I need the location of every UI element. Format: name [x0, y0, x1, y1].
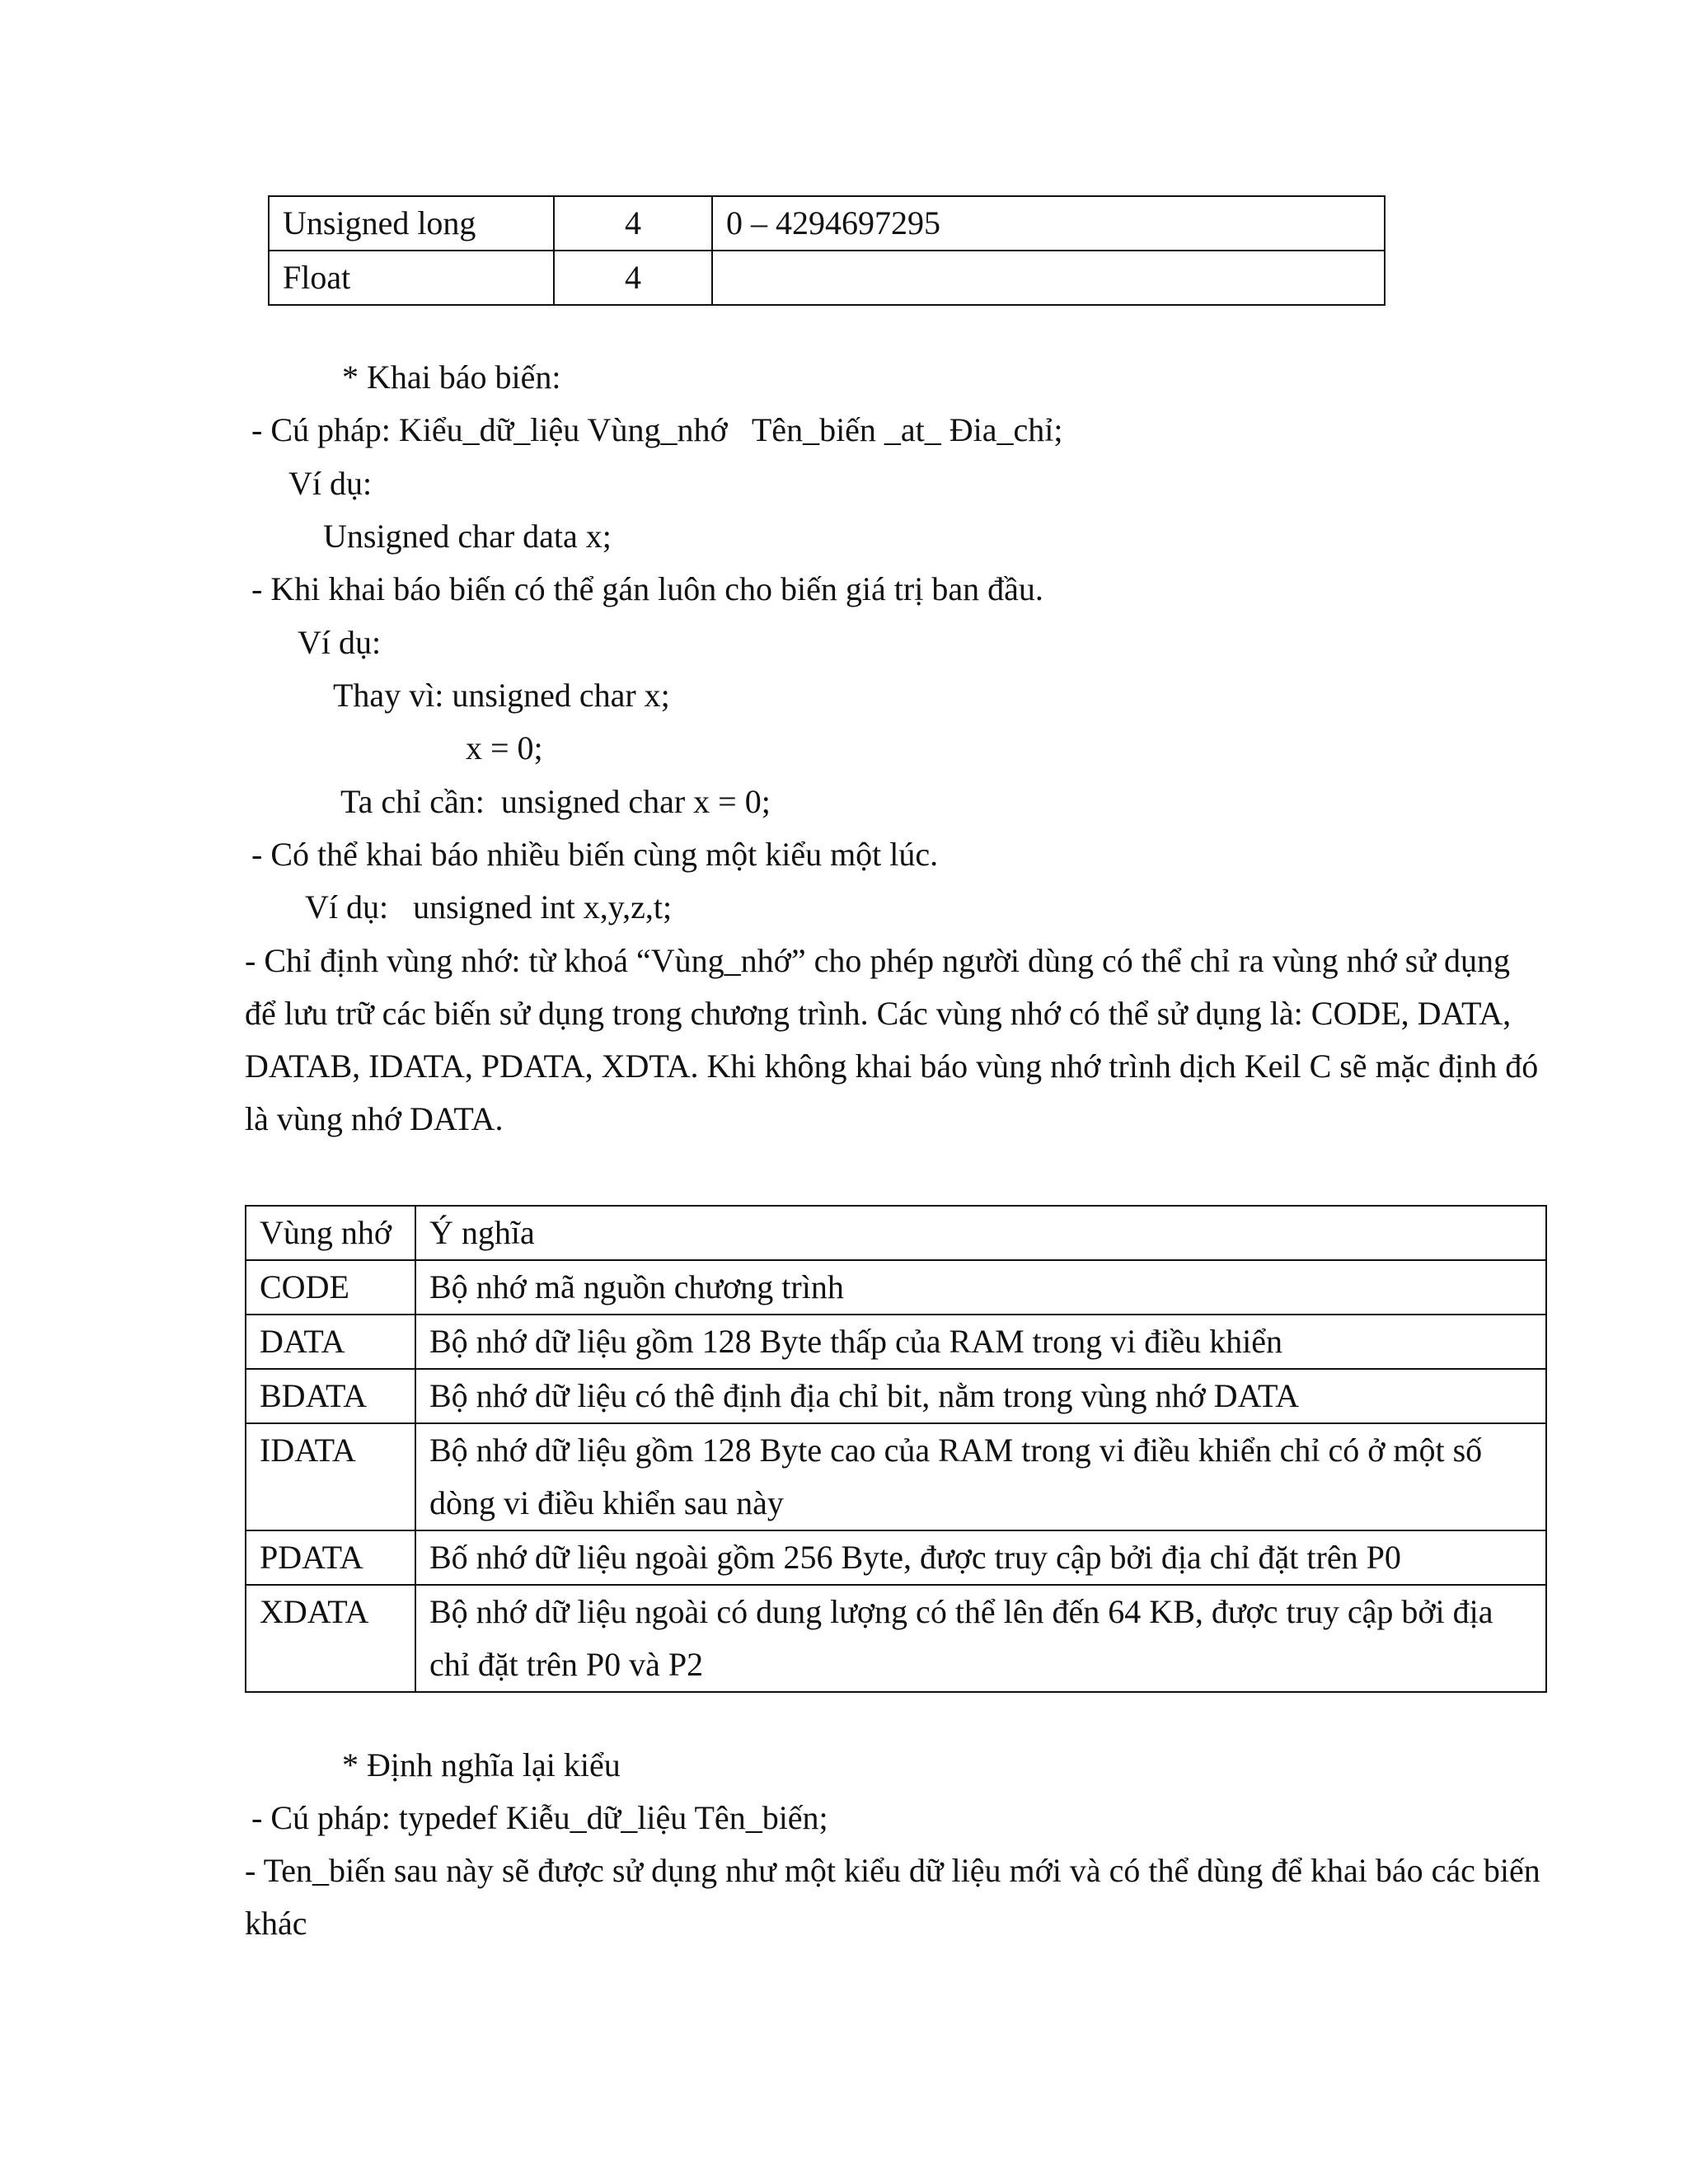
- meaning-cell: Bộ nhớ mã nguồn chương trình: [415, 1260, 1546, 1315]
- area-cell: DATA: [246, 1315, 415, 1369]
- type-cell: Unsigned long: [269, 196, 554, 251]
- table-row: [246, 1260, 1546, 1315]
- memory-area-paragraph: - Chỉ định vùng nhớ: từ khoá “Vùng_nhớ” cho phép người dùng có thể chỉ ra vùng nhớ sử dụng để lưu trữ các biến sử dụng trong chương trình. Các vùng nhớ có thể sử dụng là: CODE, DATA, DATAB, IDATA, PDATA, XDTA. Khi không khai báo vùng nhớ trình dịch Keil C sẽ mặc định đó là vùng nhớ DATA.: [245, 942, 1539, 1137]
- table-row: [246, 1315, 1546, 1369]
- typedef-note: - Ten_biến sau này sẽ được sử dụng như một kiểu dữ liệu mới và có thể dùng để khai báo các biến khác: [245, 1852, 1540, 1942]
- multi-note: - Có thể khai báo nhiều biến cùng một kiểu một lúc.: [251, 836, 939, 873]
- table-header-row: [246, 1206, 1546, 1260]
- syntax-line: - Cú pháp: Kiểu_dữ_liệu Vùng_nhớ Tên_biến _at_ Đia_chỉ;: [251, 411, 1063, 448]
- example-code: Thay vì: unsigned char x;: [333, 677, 670, 714]
- example-code: Ví dụ: unsigned int x,y,z,t;: [305, 888, 673, 926]
- example-label: Ví dụ:: [288, 465, 373, 502]
- meaning-cell: Bộ nhớ dữ liệu gồm 128 Byte thấp của RAM trong vi điều khiển: [415, 1315, 1546, 1369]
- area-cell: CODE: [246, 1260, 415, 1315]
- column-header: Vùng nhớ: [246, 1206, 415, 1260]
- area-cell: PDATA: [246, 1530, 415, 1585]
- init-note: - Khi khai báo biến có thể gán luôn cho biến giá trị ban đầu.: [251, 570, 1043, 607]
- area-cell: BDATA: [246, 1369, 415, 1423]
- memory-areas-table: [245, 1205, 1547, 1693]
- table-row: [246, 1423, 1546, 1530]
- table-row: [246, 1530, 1546, 1585]
- table-row: [246, 1585, 1546, 1692]
- section-heading-typedef: * Định nghĩa lại kiểu: [342, 1746, 621, 1783]
- example-code: Unsigned char data x;: [323, 518, 612, 555]
- area-cell: IDATA: [246, 1423, 415, 1530]
- data-types-table: [268, 195, 1386, 306]
- size-cell: 4: [554, 196, 712, 251]
- example-code: x = 0;: [466, 729, 543, 766]
- range-cell: 0 – 4294697295: [712, 196, 1385, 251]
- table-row: [246, 1369, 1546, 1423]
- section-heading-variable-declaration: * Khai báo biến:: [342, 359, 561, 396]
- syntax-line: - Cú pháp: typedef Kiễu_dữ_liệu Tên_biến;: [251, 1799, 828, 1836]
- example-code: Ta chỉ cần: unsigned char x = 0;: [340, 783, 771, 820]
- meaning-cell: Bộ nhớ dữ liệu có thê định địa chỉ bit, nằm trong vùng nhớ DATA: [415, 1369, 1546, 1423]
- meaning-cell: Bộ nhớ dữ liệu gồm 128 Byte cao của RAM trong vi điều khiển chỉ có ở một số dòng vi điều khiển sau này: [415, 1423, 1546, 1530]
- column-header: Ý nghĩa: [415, 1206, 1546, 1260]
- size-cell: 4: [554, 251, 712, 305]
- type-cell: Float: [269, 251, 554, 305]
- range-cell: [712, 251, 1385, 305]
- example-label: Ví dụ:: [298, 624, 382, 661]
- table-row: [269, 251, 1385, 305]
- area-cell: XDATA: [246, 1585, 415, 1692]
- table-row: [269, 196, 1385, 251]
- meaning-cell: Bộ nhớ dữ liệu ngoài có dung lượng có thể lên đến 64 KB, được truy cập bởi địa chỉ đặt trên P0 và P2: [415, 1585, 1546, 1692]
- meaning-cell: Bố nhớ dữ liệu ngoài gồm 256 Byte, được truy cập bởi địa chỉ đặt trên P0: [415, 1530, 1546, 1585]
